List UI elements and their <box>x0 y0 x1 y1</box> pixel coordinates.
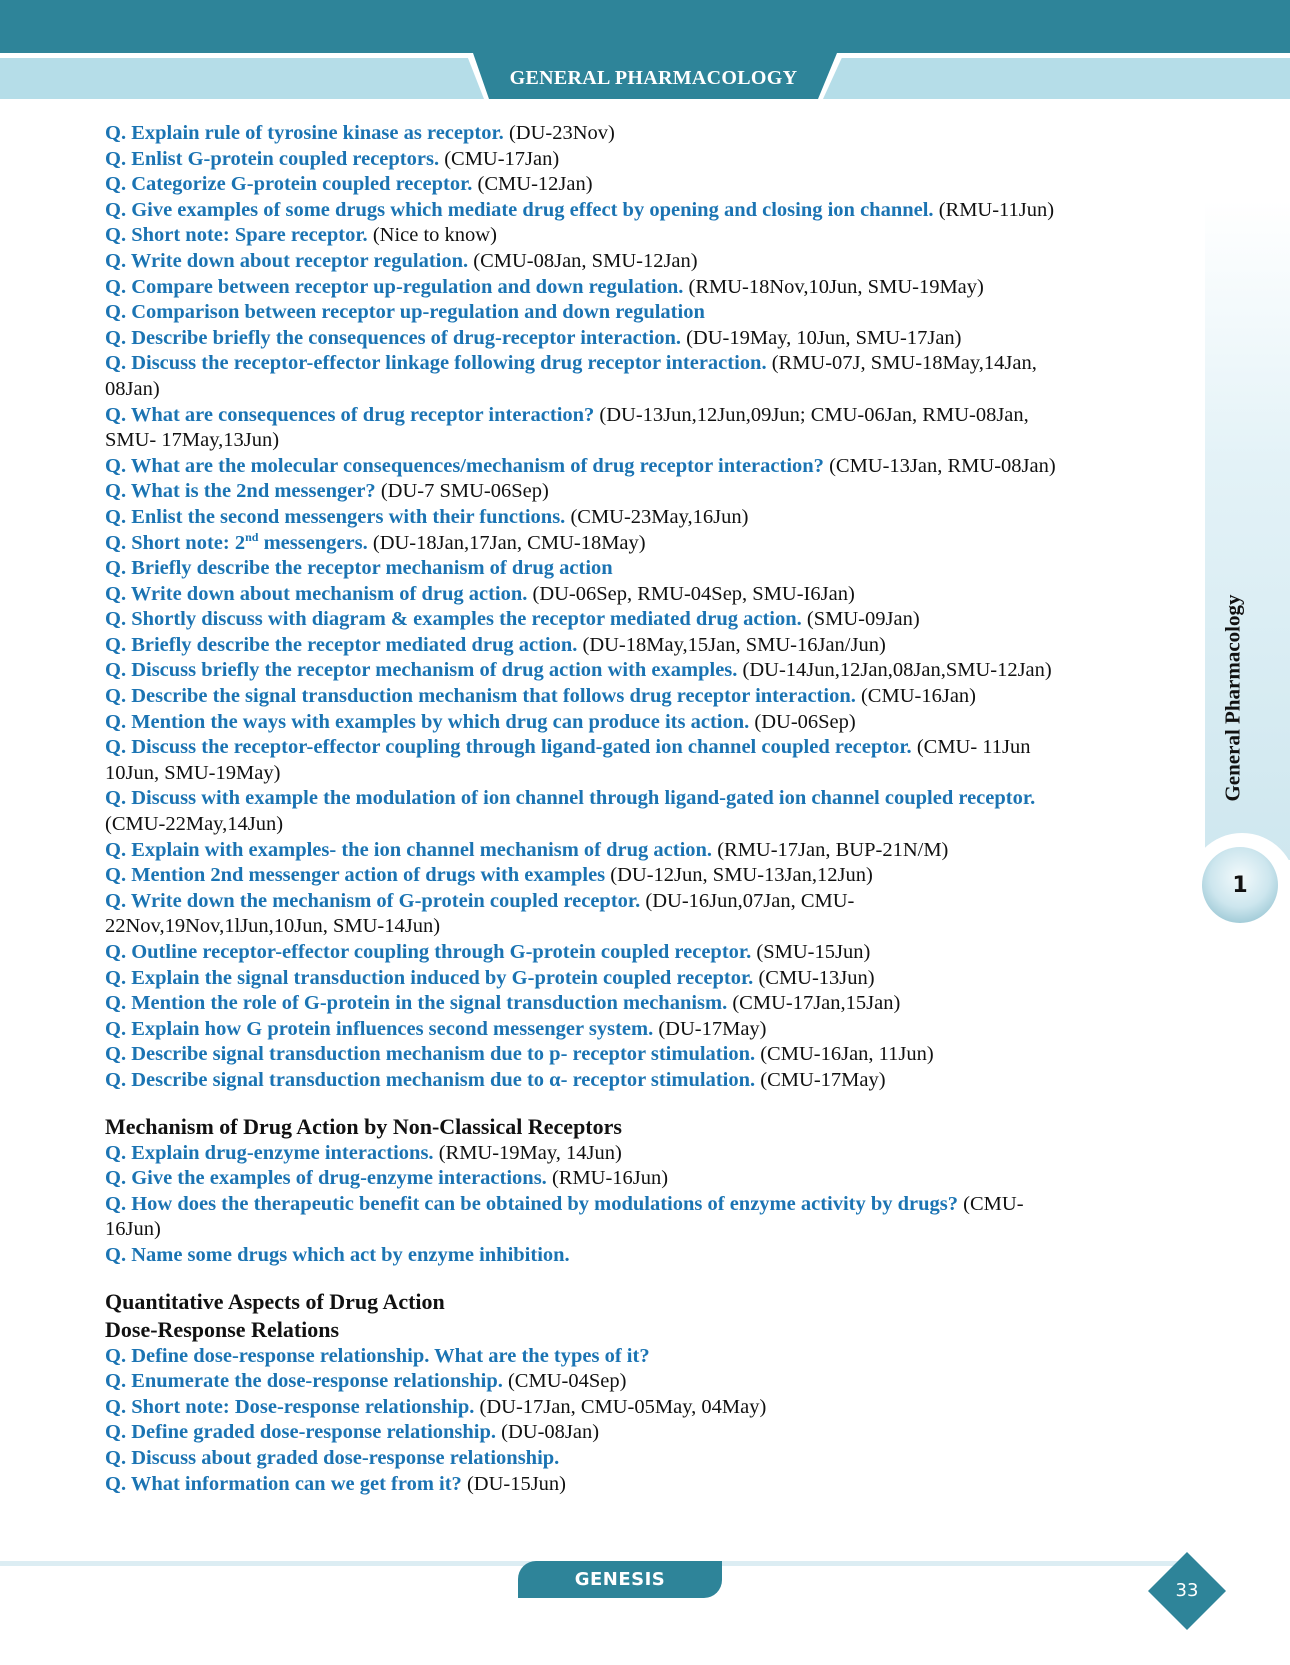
exam-reference: (DU-7 SMU-06Sep) <box>375 480 549 503</box>
exam-reference: (DU-14Jun,12Jan,08Jan,SMU-12Jan) <box>737 659 1052 682</box>
exam-reference: (DU-16Jun,07Jan, CMU- <box>640 889 855 912</box>
exam-reference: (DU-12Jun, SMU-13Jan,12Jun) <box>605 864 873 887</box>
question-item <box>105 505 1195 531</box>
question-item <box>105 991 1195 1017</box>
question-item <box>105 1141 1195 1167</box>
section-heading: Mechanism of Drug Action by Non-Classical Receptors <box>105 1113 622 1139</box>
question-text: Q. Explain drug-enzyme interactions. <box>105 1141 434 1164</box>
question-item <box>105 838 1195 864</box>
question-text: Q. Shortly discuss with diagram & examples the receptor mediated drug action. <box>105 608 802 631</box>
exam-reference: (RMU-11Jun) <box>933 198 1055 221</box>
question-item <box>105 684 1195 710</box>
question-item-continuation <box>105 914 1195 940</box>
exam-reference: (DU-18Jan,17Jan, CMU-18May) <box>367 531 646 554</box>
question-item <box>105 582 1195 608</box>
question-item <box>105 735 1195 761</box>
question-item <box>105 1369 1195 1395</box>
question-text: Q. Discuss briefly the receptor mechanism of drug action with examples. <box>105 659 738 682</box>
question-item <box>105 351 1195 377</box>
exam-reference: (DU-17Jan, CMU-05May, 04May) <box>474 1395 767 1418</box>
question-item <box>105 1395 1195 1421</box>
question-item <box>105 1243 1195 1269</box>
question-item <box>105 275 1195 301</box>
page-number: 33 <box>1175 1580 1199 1601</box>
question-item <box>105 889 1195 915</box>
exam-reference: (CMU- <box>958 1192 1024 1215</box>
question-text: Q. How does the therapeutic benefit can be obtained by modulations of enzyme activity by drugs? <box>105 1192 959 1215</box>
question-text: Q. Explain the signal transduction induced by G-protein coupled receptor. <box>105 966 754 989</box>
exam-reference: (RMU-07J, SMU-18May,14Jan, <box>766 352 1037 375</box>
question-text: Q. What are the molecular consequences/mechanism of drug receptor interaction? <box>105 454 824 477</box>
exam-reference: (CMU-12Jan) <box>472 173 593 196</box>
question-text: Q. Discuss about graded dose-response relationship. <box>105 1446 560 1469</box>
exam-reference-cont: 22Nov,19Nov,1lJun,10Jun, SMU-14Jun) <box>105 915 441 938</box>
running-header-title: GENERAL PHARMACOLOGY <box>509 67 798 89</box>
exam-reference: (CMU-16Jan) <box>855 685 976 708</box>
question-text: Q. Enlist the second messengers with their functions. <box>105 505 566 528</box>
question-item <box>105 249 1195 275</box>
question-text: Q. Short note: 2 <box>105 531 246 554</box>
question-item <box>105 1446 1195 1472</box>
question-text: Q. Define graded dose-response relationship. <box>105 1421 497 1444</box>
question-item <box>105 710 1195 736</box>
exam-reference: (CMU-13Jun) <box>753 966 875 989</box>
question-text: Q. Describe signal transduction mechanism due to α- receptor stimulation. <box>105 1068 756 1091</box>
question-item <box>105 198 1195 224</box>
exam-reference: (DU-06Sep, RMU-04Sep, SMU-I6Jan) <box>527 582 855 605</box>
chapter-side-label: General Pharmacology <box>1220 594 1245 802</box>
question-text: Q. Explain how G protein influences second messenger system. <box>105 1017 654 1040</box>
footer-brand-tab: GENESIS <box>518 1561 722 1598</box>
question-text: Q. Briefly describe the receptor mediated drug action. <box>105 633 578 656</box>
exam-reference: (DU-06Sep) <box>749 710 856 733</box>
question-text: Q. Short note: Dose-response relationship. <box>105 1395 475 1418</box>
question-item-continuation <box>105 812 1195 838</box>
exam-reference: (RMU-19May, 14Jun) <box>433 1141 622 1164</box>
question-item <box>105 633 1195 659</box>
question-text: Q. Enlist G-protein coupled receptors. <box>105 147 440 170</box>
question-item <box>105 607 1195 633</box>
question-item <box>105 531 1195 557</box>
exam-reference: (CMU-17Jan,15Jan) <box>727 992 901 1015</box>
exam-reference: (SMU-09Jan) <box>801 608 920 631</box>
exam-reference: (DU-17May) <box>653 1017 767 1040</box>
question-text: Q. What is the 2nd messenger? <box>105 480 376 503</box>
question-item <box>105 1420 1195 1446</box>
exam-reference: (DU-18May,15Jan, SMU-16Jan/Jun) <box>577 633 886 656</box>
question-text-cont: messengers. <box>258 531 368 554</box>
question-text: Q. Write down about receptor regulation. <box>105 249 469 272</box>
exam-reference: (CMU-08Jan, SMU-12Jan) <box>468 249 698 272</box>
question-item <box>105 300 1195 326</box>
question-item <box>105 658 1195 684</box>
exam-reference: (RMU-17Jan, BUP-21N/M) <box>712 838 949 861</box>
question-text: Q. Name some drugs which act by enzyme inhibition. <box>105 1243 570 1266</box>
question-text: Q. Comparison between receptor up-regulation and down regulation <box>105 301 705 324</box>
chapter-number-badge: 1 <box>1202 847 1278 923</box>
exam-reference-cont: 10Jun, SMU-19May) <box>105 761 281 784</box>
question-text: Q. Describe the signal transduction mechanism that follows drug receptor interaction. <box>105 685 856 708</box>
question-text: Q. Compare between receptor up-regulation and down regulation. <box>105 275 684 298</box>
question-text: Q. What information can we get from it? <box>105 1472 462 1495</box>
question-item <box>105 1472 1195 1498</box>
question-item <box>105 147 1195 173</box>
question-text: Q. Define dose-response relationship. What are the types of it? <box>105 1344 650 1367</box>
question-item-continuation <box>105 377 1195 403</box>
exam-reference-cont: 08Jan) <box>105 377 160 400</box>
section-heading: Quantitative Aspects of Drug Action <box>105 1288 445 1314</box>
question-item <box>105 966 1195 992</box>
question-text: Q. Mention the ways with examples by which drug can produce its action. <box>105 710 750 733</box>
question-item <box>105 326 1195 352</box>
question-list <box>105 121 1195 1497</box>
question-item <box>105 1042 1195 1068</box>
question-text: Q. Discuss the receptor-effector coupling through ligand-gated ion channel coupled receptor. <box>105 736 912 759</box>
exam-reference: (RMU-18Nov,10Jun, SMU-19May) <box>683 275 984 298</box>
question-item <box>105 223 1195 249</box>
question-text: Q. Write down about mechanism of drug action. <box>105 582 528 605</box>
exam-reference: (CMU- 11Jun <box>911 736 1031 759</box>
question-text: Q. Discuss with example the modulation of ion channel through ligand-gated ion channel coupled receptor. <box>105 787 1036 810</box>
exam-reference: (CMU-23May,16Jun) <box>565 505 749 528</box>
question-item <box>105 172 1195 198</box>
section-heading: Dose-Response Relations <box>105 1316 340 1342</box>
question-item <box>105 479 1195 505</box>
question-item <box>105 786 1195 812</box>
question-text: Q. Discuss the receptor-effector linkage following drug receptor interaction. <box>105 352 767 375</box>
question-item <box>105 940 1195 966</box>
exam-reference: (DU-08Jan) <box>496 1421 600 1444</box>
question-text: Q. Give examples of some drugs which mediate drug effect by opening and closing ion channel. <box>105 198 934 221</box>
exam-reference: (DU-13Jun,12Jun,09Jun; CMU-06Jan, RMU-08Jan, <box>594 403 1029 426</box>
question-item <box>105 863 1195 889</box>
question-item <box>105 1192 1195 1218</box>
question-text: Q. Explain rule of tyrosine kinase as receptor. <box>105 122 504 144</box>
exam-reference-cont: SMU- 17May,13Jun) <box>105 429 280 452</box>
question-text: Q. Outline receptor-effector coupling through G-protein coupled receptor. <box>105 941 752 963</box>
question-text: Q. Mention 2nd messenger action of drugs with examples <box>105 864 606 887</box>
question-text: Q. Mention the role of G-protein in the signal transduction mechanism. <box>105 992 728 1015</box>
question-item <box>105 1344 1195 1370</box>
exam-reference: (CMU-04Sep) <box>502 1370 627 1393</box>
exam-reference: (DU-15Jun) <box>461 1472 567 1495</box>
question-item <box>105 454 1195 480</box>
exam-reference: (RMU-16Jun) <box>546 1167 669 1190</box>
exam-reference: (DU-23Nov) <box>503 122 615 144</box>
chapter-side-tab <box>1205 200 1290 860</box>
question-item <box>105 1017 1195 1043</box>
exam-reference: (CMU-17Jan) <box>439 147 560 170</box>
question-item <box>105 403 1195 429</box>
section-gap <box>105 1094 1195 1113</box>
question-item-continuation <box>105 428 1195 454</box>
question-superscript: nd <box>245 529 259 544</box>
exam-reference: (CMU-16Jan, 11Jun) <box>755 1043 934 1066</box>
question-item <box>105 121 1195 147</box>
exam-reference: (SMU-15Jun) <box>751 941 871 963</box>
exam-reference: (DU-19May, 10Jun, SMU-17Jan) <box>680 326 962 349</box>
question-text: Q. What are consequences of drug receptor interaction? <box>105 403 595 426</box>
question-text: Q. Write down the mechanism of G-protein coupled receptor. <box>105 889 641 912</box>
question-item <box>105 1068 1195 1094</box>
question-item <box>105 556 1195 582</box>
exam-reference: (Nice to know) <box>367 224 497 247</box>
question-text: Q. Explain with examples- the ion channel mechanism of drug action. <box>105 838 713 861</box>
question-text: Q. Categorize G-protein coupled receptor. <box>105 173 473 196</box>
question-text: Q. Describe signal transduction mechanism due to p- receptor stimulation. <box>105 1043 756 1066</box>
exam-reference: (CMU-13Jan, RMU-08Jan) <box>823 454 1056 477</box>
section-gap <box>105 1269 1195 1288</box>
question-item <box>105 1166 1195 1192</box>
exam-reference-cont: 16Jun) <box>105 1218 161 1241</box>
exam-reference-cont: (CMU-22May,14Jun) <box>105 813 284 836</box>
question-item-continuation <box>105 761 1195 787</box>
question-text: Q. Short note: Spare receptor. <box>105 224 368 247</box>
question-item-continuation <box>105 1217 1195 1243</box>
question-text: Q. Briefly describe the receptor mechanism of drug action <box>105 557 613 580</box>
exam-reference: (CMU-17May) <box>755 1068 886 1091</box>
question-text: Q. Give the examples of drug-enzyme interactions. <box>105 1167 547 1190</box>
question-text: Q. Enumerate the dose-response relationship. <box>105 1370 503 1393</box>
question-text: Q. Describe briefly the consequences of drug-receptor interaction. <box>105 326 681 349</box>
